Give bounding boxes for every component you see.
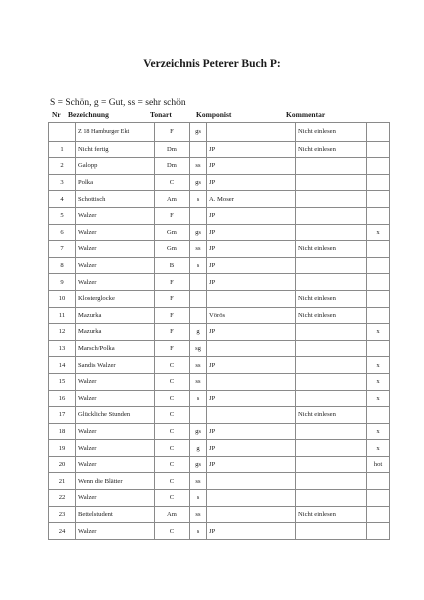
quality-rating-cell: gs [190, 224, 207, 241]
song-title-cell: Mazurka [76, 324, 155, 341]
mark-cell [367, 123, 390, 142]
mark-cell: x [367, 423, 390, 440]
song-title-cell: Walzer [76, 207, 155, 224]
quality-rating-cell: g [190, 324, 207, 341]
comment-cell [296, 274, 367, 291]
song-key-cell: C [155, 407, 190, 424]
comment-cell [296, 257, 367, 274]
quality-rating-cell: ss [190, 357, 207, 374]
composer-cell: A. Moser [207, 191, 296, 208]
mark-cell [367, 407, 390, 424]
row-number-cell: 1 [49, 141, 76, 158]
song-key-cell: Dm [155, 158, 190, 175]
song-title-cell: Walzer [76, 490, 155, 507]
comment-cell: Nicht einlesen [296, 241, 367, 258]
composer-cell: JP [207, 440, 296, 457]
comment-cell: Nicht einlesen [296, 307, 367, 324]
composer-cell: JP [207, 523, 296, 540]
song-title-cell: Walzer [76, 456, 155, 473]
song-title-cell: Klosterglocke [76, 290, 155, 307]
song-title-cell: Walzer [76, 274, 155, 291]
header-tonart: Tonart [150, 110, 172, 119]
composer-cell [207, 290, 296, 307]
song-key-cell: F [155, 324, 190, 341]
table-row [49, 290, 390, 307]
mark-cell [367, 174, 390, 191]
row-number-cell: 21 [49, 473, 76, 490]
comment-cell [296, 158, 367, 175]
song-key-cell: C [155, 473, 190, 490]
quality-rating-cell: s [190, 490, 207, 507]
song-title-cell: Walzer [76, 390, 155, 407]
mark-cell: x [367, 440, 390, 457]
mark-cell [367, 191, 390, 208]
comment-cell [296, 207, 367, 224]
song-title-cell: Z 18 Hamburger Ekt [76, 123, 155, 142]
quality-rating-cell: ss [190, 506, 207, 523]
comment-cell: Nicht einlesen [296, 407, 367, 424]
mark-cell [367, 523, 390, 540]
row-number-cell: 18 [49, 423, 76, 440]
comment-cell: Nicht einlesen [296, 141, 367, 158]
comment-cell [296, 523, 367, 540]
quality-rating-cell: sg [190, 340, 207, 357]
composer-cell: JP [207, 174, 296, 191]
song-key-cell: C [155, 357, 190, 374]
song-title-cell: Walzer [76, 523, 155, 540]
song-title-cell: Glückliche Stunden [76, 407, 155, 424]
row-number-cell: 22 [49, 490, 76, 507]
song-title-cell: Wenn die Blätter [76, 473, 155, 490]
quality-rating-cell: gs [190, 174, 207, 191]
comment-cell [296, 224, 367, 241]
song-title-cell: Walzer [76, 241, 155, 258]
comment-cell [296, 456, 367, 473]
composer-cell: Vörös [207, 307, 296, 324]
mark-cell [367, 340, 390, 357]
table-row [49, 357, 390, 374]
composer-cell: JP [207, 324, 296, 341]
table-row [49, 141, 390, 158]
mark-cell: x [367, 390, 390, 407]
song-key-cell: C [155, 423, 190, 440]
header-nr: Nr [52, 110, 61, 119]
mark-cell [367, 158, 390, 175]
mark-cell [367, 490, 390, 507]
table-row [49, 423, 390, 440]
table-row [49, 174, 390, 191]
row-number-cell: 11 [49, 307, 76, 324]
quality-rating-cell: ss [190, 158, 207, 175]
mark-cell [367, 241, 390, 258]
comment-cell [296, 174, 367, 191]
composer-cell [207, 490, 296, 507]
comment-cell [296, 357, 367, 374]
composer-cell: JP [207, 207, 296, 224]
song-title-cell: Polka [76, 174, 155, 191]
composer-cell: JP [207, 390, 296, 407]
mark-cell: x [367, 224, 390, 241]
mark-cell [367, 290, 390, 307]
table-row [49, 224, 390, 241]
quality-rating-cell [190, 274, 207, 291]
song-title-cell: Sandis Walzer [76, 357, 155, 374]
quality-rating-cell [190, 207, 207, 224]
song-title-cell: Schottisch [76, 191, 155, 208]
composer-cell: JP [207, 241, 296, 258]
row-number-cell: 24 [49, 523, 76, 540]
row-number-cell [49, 123, 76, 142]
composer-cell: JP [207, 224, 296, 241]
quality-rating-cell: ss [190, 373, 207, 390]
song-key-cell: C [155, 440, 190, 457]
table-row [49, 307, 390, 324]
song-key-cell: Am [155, 506, 190, 523]
song-key-cell: F [155, 290, 190, 307]
table-row [49, 123, 390, 142]
composer-cell [207, 340, 296, 357]
table-row [49, 373, 390, 390]
song-key-cell: C [155, 390, 190, 407]
comment-cell [296, 373, 367, 390]
comment-cell [296, 473, 367, 490]
song-key-cell: Gm [155, 224, 190, 241]
composer-cell: JP [207, 456, 296, 473]
mark-cell [367, 307, 390, 324]
mark-cell [367, 257, 390, 274]
quality-rating-cell: ss [190, 241, 207, 258]
mark-cell: x [367, 373, 390, 390]
comment-cell [296, 390, 367, 407]
song-key-cell: F [155, 307, 190, 324]
song-title-cell: Walzer [76, 224, 155, 241]
row-number-cell: 23 [49, 506, 76, 523]
table-row [49, 324, 390, 341]
composer-cell [207, 506, 296, 523]
table-row [49, 473, 390, 490]
song-title-cell: Mazurka [76, 307, 155, 324]
quality-rating-cell [190, 307, 207, 324]
song-key-cell: C [155, 490, 190, 507]
table-row [49, 523, 390, 540]
song-key-cell: F [155, 340, 190, 357]
table-row [49, 440, 390, 457]
quality-rating-cell [190, 407, 207, 424]
header-kommentar: Kommentar [286, 110, 326, 119]
header-komponist: Komponist [196, 110, 232, 119]
song-title-cell: Galopp [76, 158, 155, 175]
song-key-cell: C [155, 523, 190, 540]
song-key-cell: Am [155, 191, 190, 208]
row-number-cell: 7 [49, 241, 76, 258]
row-number-cell: 13 [49, 340, 76, 357]
song-key-cell: F [155, 207, 190, 224]
table-row [49, 340, 390, 357]
table-row [49, 257, 390, 274]
composer-cell [207, 407, 296, 424]
composer-cell: JP [207, 158, 296, 175]
comment-cell: Nicht einlesen [296, 290, 367, 307]
song-key-cell: Dm [155, 141, 190, 158]
quality-rating-cell: ss [190, 473, 207, 490]
song-key-cell: C [155, 456, 190, 473]
mark-cell [367, 274, 390, 291]
comment-cell [296, 191, 367, 208]
quality-rating-cell [190, 141, 207, 158]
mark-cell: x [367, 357, 390, 374]
row-number-cell: 6 [49, 224, 76, 241]
composer-cell [207, 123, 296, 142]
song-title-cell: Walzer [76, 257, 155, 274]
table-row [49, 490, 390, 507]
table-row [49, 506, 390, 523]
mark-cell: hot [367, 456, 390, 473]
page-title: Verzeichnis Peterer Buch P: [143, 58, 281, 70]
composer-cell: JP [207, 357, 296, 374]
comment-cell [296, 340, 367, 357]
quality-rating-cell: gs [190, 456, 207, 473]
quality-rating-cell: g [190, 440, 207, 457]
row-number-cell: 15 [49, 373, 76, 390]
song-title-cell: Walzer [76, 423, 155, 440]
comment-cell [296, 423, 367, 440]
header-bezeichnung: Bezeichnung [68, 110, 109, 119]
mark-cell: x [367, 324, 390, 341]
song-key-cell: C [155, 174, 190, 191]
comment-cell [296, 324, 367, 341]
song-key-cell: F [155, 123, 190, 142]
table-row [49, 456, 390, 473]
quality-rating-cell: s [190, 191, 207, 208]
table-row [49, 407, 390, 424]
comment-cell: Nicht einlesen [296, 123, 367, 142]
composer-cell [207, 373, 296, 390]
row-number-cell: 12 [49, 324, 76, 341]
song-title-cell: Walzer [76, 373, 155, 390]
quality-rating-cell [190, 290, 207, 307]
quality-rating-cell: s [190, 523, 207, 540]
quality-rating-cell: s [190, 390, 207, 407]
row-number-cell: 5 [49, 207, 76, 224]
row-number-cell: 4 [49, 191, 76, 208]
table-row [49, 241, 390, 258]
song-key-cell: C [155, 373, 190, 390]
composer-cell [207, 473, 296, 490]
table-row [49, 390, 390, 407]
mark-cell [367, 207, 390, 224]
comment-cell [296, 490, 367, 507]
row-number-cell: 20 [49, 456, 76, 473]
song-title-cell: Marsch/Polka [76, 340, 155, 357]
row-number-cell: 17 [49, 407, 76, 424]
row-number-cell: 16 [49, 390, 76, 407]
quality-rating-cell: gs [190, 123, 207, 142]
composer-cell: JP [207, 141, 296, 158]
table-row [49, 274, 390, 291]
table-row [49, 191, 390, 208]
row-number-cell: 10 [49, 290, 76, 307]
row-number-cell: 14 [49, 357, 76, 374]
song-key-cell: F [155, 274, 190, 291]
song-key-cell: Gm [155, 241, 190, 258]
table-row [49, 207, 390, 224]
quality-legend: S = Schön, g = Gut, ss = sehr schön [50, 98, 186, 108]
song-key-cell: B [155, 257, 190, 274]
row-number-cell: 2 [49, 158, 76, 175]
composer-cell: JP [207, 274, 296, 291]
composer-cell: JP [207, 257, 296, 274]
quality-rating-cell: gs [190, 423, 207, 440]
quality-rating-cell: s [190, 257, 207, 274]
comment-cell [296, 440, 367, 457]
mark-cell [367, 506, 390, 523]
mark-cell [367, 141, 390, 158]
table-row [49, 158, 390, 175]
song-title-cell: Walzer [76, 440, 155, 457]
composer-cell: JP [207, 423, 296, 440]
row-number-cell: 8 [49, 257, 76, 274]
row-number-cell: 9 [49, 274, 76, 291]
song-title-cell: Nicht fertig [76, 141, 155, 158]
row-number-cell: 19 [49, 440, 76, 457]
mark-cell [367, 473, 390, 490]
song-title-cell: Bettelstudent [76, 506, 155, 523]
song-list-table [48, 122, 390, 540]
comment-cell: Nicht einlesen [296, 506, 367, 523]
row-number-cell: 3 [49, 174, 76, 191]
